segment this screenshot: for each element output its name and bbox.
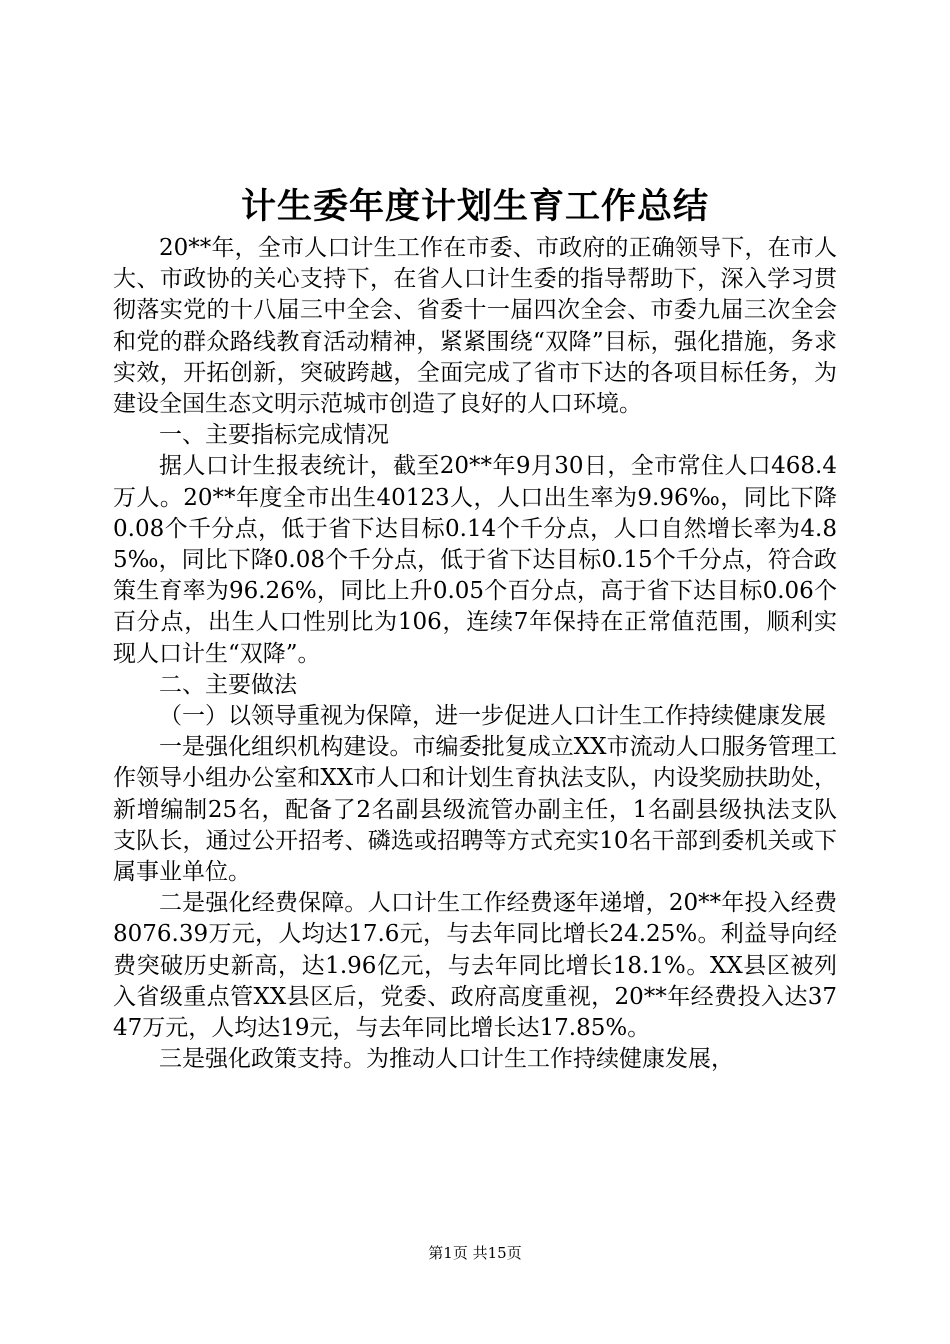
paragraph-intro: 20**年，全市人口计生工作在市委、市政府的正确领导下，在市人大、市政协的关心支持下，在省人口计生委的指导帮助下，深入学习贯彻落实党的十八届三中全会、省委十一届四次全会、市委九届三次全会和党的群众路线教育活动精神，紧紧围绕“双降”目标，强化措施，务求实效，开拓创新，突破跨越，全面完成了省市下达的各项目标任务，为建设全国生态文明示范城市创造了良好的人口环境。 xyxy=(113,235,837,418)
paragraph-indicators: 据人口计生报表统计，截至20**年9月30日，全市常住人口468.4万人。20**年度全市出生40123人，人口出生率为9.96‰，同比下降0.08个千分点，低于省下达目标0.14个千分点，人口自然增长率为4.85‰，同比下降0.08个千分点，低于省下达目标0.15个千分点，符合政策生育率为96.26%，同比上升0.05个百分点，高于省下达目标0.06个百分点，出生人口性别比为106，连续7年保持在正常值范围，顺利实现人口计生“双降”。 xyxy=(113,453,837,667)
section-heading-2: 二、主要做法 xyxy=(159,671,297,698)
subsection-heading-1: （一）以领导重视为保障，进一步促进人口计生工作持续健康发展 xyxy=(159,703,826,730)
paragraph-funding: 二是强化经费保障。人口计生工作经费逐年递增，20**年投入经费8076.39万元，人均达17.6元，与去年同比增长24.25%。利益导向经费突破历史新高，达1.96亿元，与去年同比增长18.1%。XX县区被列入省级重点管XX县区后，党委、政府高度重视，20**年经费投入达3747万元，人均达19元，与去年同比增长达17.85%。 xyxy=(113,890,837,1042)
document-title: 计生委年度计划生育工作总结 xyxy=(240,186,709,227)
paragraph-policy: 三是强化政策支持。为推动人口计生工作持续健康发展， xyxy=(159,1046,734,1073)
page-footer: 第1页 共15页 xyxy=(428,1244,522,1262)
paragraph-organization: 一是强化组织机构建设。市编委批复成立XX市流动人口服务管理工作领导小组办公室和XX市人口和计划生育执法支队，内设奖励扶助处，新增编制25名，配备了2名副县级流管办副主任，1名副县级执法支队支队长，通过公开招考、磷选或招聘等方式充实10名干部到委机关或下属事业单位。 xyxy=(113,734,837,886)
document-body xyxy=(113,233,837,1075)
section-heading-1: 一、主要指标完成情况 xyxy=(159,422,389,449)
